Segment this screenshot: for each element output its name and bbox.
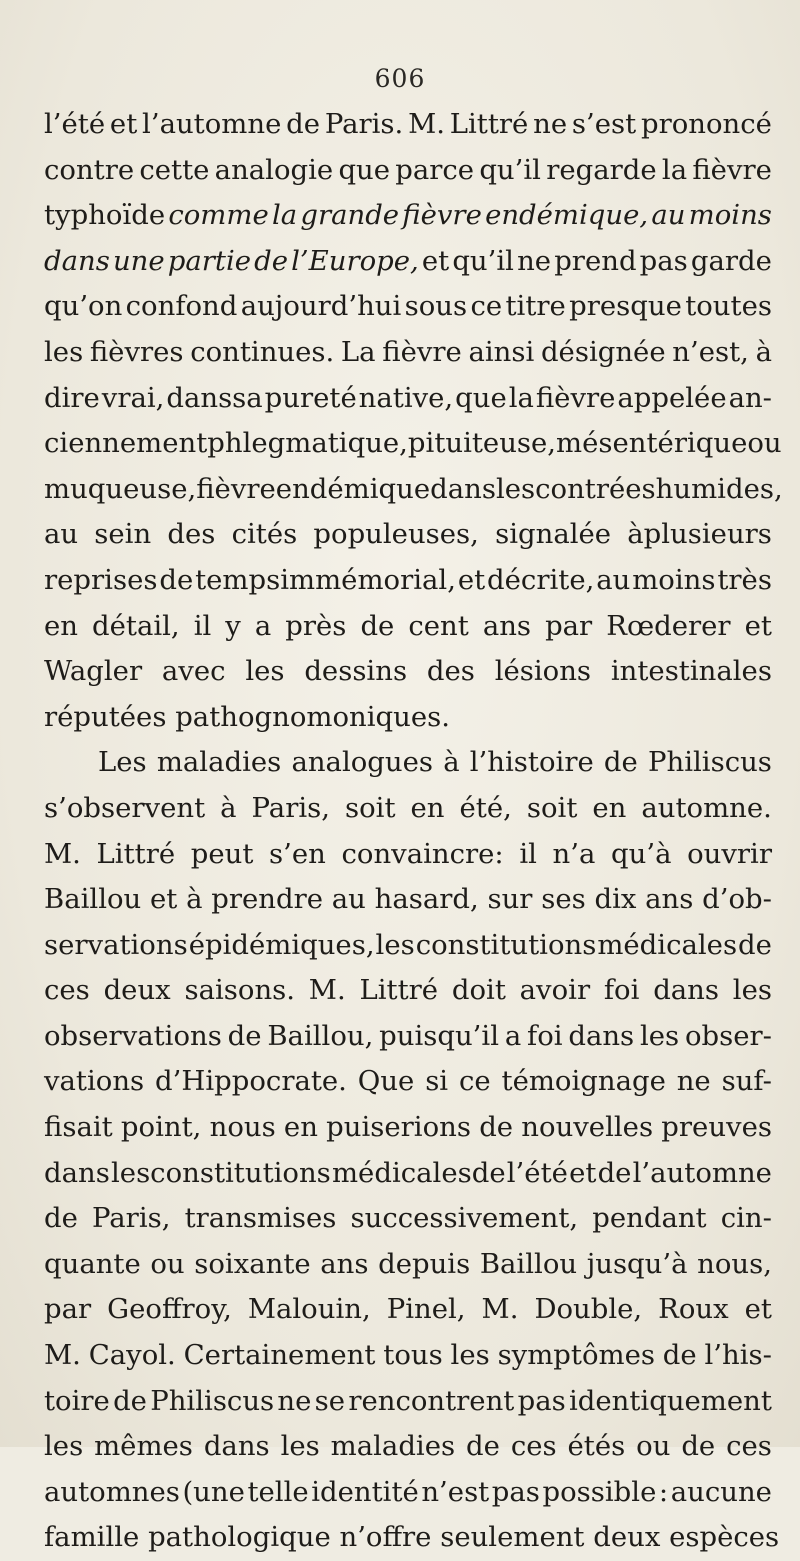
word: contrées xyxy=(535,472,656,505)
word: près xyxy=(285,609,347,642)
word: a xyxy=(504,1019,522,1052)
word: les xyxy=(495,472,536,505)
word: ces xyxy=(44,974,90,1007)
word: ou xyxy=(636,1430,671,1463)
word: observations xyxy=(44,1019,222,1052)
word: Paris, xyxy=(92,1202,171,1235)
word: n’offre xyxy=(339,1521,432,1554)
word: muqueuse, xyxy=(44,472,197,505)
word: il xyxy=(519,837,537,870)
word: ans xyxy=(482,609,532,642)
word: les xyxy=(732,974,772,1007)
word: s’observent xyxy=(44,791,206,824)
text-line xyxy=(44,786,772,832)
word: fièvre xyxy=(196,472,276,505)
word: Littré xyxy=(96,837,176,870)
word: endémique, xyxy=(485,199,649,232)
word: a xyxy=(254,609,272,642)
word: des xyxy=(426,655,475,688)
word: en xyxy=(44,609,78,642)
word: ouvrir xyxy=(687,837,772,870)
word: Double, xyxy=(534,1293,643,1326)
word: à xyxy=(443,746,460,779)
word: sur xyxy=(487,883,533,916)
word: aujourd’hui xyxy=(240,290,402,323)
word: M. xyxy=(408,108,445,140)
page-number: 606 xyxy=(374,64,426,93)
word: mêmes xyxy=(94,1430,193,1463)
word: fièvre xyxy=(692,153,772,186)
word: fièvre xyxy=(402,199,482,232)
word: épidémiques, xyxy=(188,928,375,961)
word: (une xyxy=(182,1475,245,1508)
word: et xyxy=(109,108,138,140)
text-line xyxy=(44,877,772,923)
word: si xyxy=(425,1065,449,1098)
text-line xyxy=(44,1424,772,1470)
word: les xyxy=(44,335,84,368)
word: seulement xyxy=(440,1521,585,1554)
word: comme xyxy=(168,199,269,232)
word: prendre xyxy=(211,883,324,916)
word: en xyxy=(283,1111,318,1144)
word: dans xyxy=(44,1156,110,1189)
word: fièvre xyxy=(382,335,462,368)
word: cette xyxy=(139,153,210,186)
word: tempsimmémorial, xyxy=(195,563,456,596)
word: obser- xyxy=(684,1019,772,1052)
word: à xyxy=(186,883,203,916)
word: vations xyxy=(44,1065,145,1098)
word: transmises xyxy=(184,1202,337,1235)
word: M. xyxy=(44,1339,81,1372)
word: tous xyxy=(383,1339,443,1372)
word: avec xyxy=(161,655,226,688)
word: cent xyxy=(408,609,469,642)
word: ou xyxy=(747,427,782,460)
word: ce xyxy=(458,1065,491,1098)
word: native, xyxy=(358,381,454,414)
word: fisait xyxy=(44,1111,113,1144)
text-line xyxy=(44,1379,772,1425)
text-line xyxy=(44,740,772,786)
word: et xyxy=(744,609,772,642)
word: cités xyxy=(231,518,298,551)
word: les xyxy=(375,928,415,961)
word: constitutions xyxy=(415,928,597,961)
text-line xyxy=(44,148,772,194)
word: rencontrent xyxy=(348,1384,515,1417)
word: l’automne xyxy=(632,1156,772,1189)
word: les xyxy=(245,655,285,688)
text-line xyxy=(44,1470,772,1516)
word: soit xyxy=(345,791,396,824)
word: Les xyxy=(98,746,147,779)
word: Que xyxy=(357,1065,415,1098)
word: symptômes xyxy=(497,1339,655,1372)
word: des xyxy=(167,518,216,551)
text-line xyxy=(44,968,772,1014)
text-line xyxy=(44,1105,772,1151)
word: humides, xyxy=(655,472,783,505)
word: Philiscus xyxy=(150,1384,275,1417)
word: mésentérique xyxy=(556,427,748,460)
word: d’Hippocrate. xyxy=(155,1065,347,1098)
word: la xyxy=(271,199,298,232)
word: que xyxy=(338,153,391,186)
word: regarde xyxy=(546,153,657,186)
word: pituiteuse, xyxy=(407,427,557,460)
word: étés xyxy=(567,1430,626,1463)
word: prononcé xyxy=(640,108,772,140)
word: de xyxy=(113,1384,147,1417)
word: au xyxy=(651,199,686,232)
word: médicales xyxy=(597,928,738,961)
word: de xyxy=(159,563,194,596)
body-text xyxy=(44,102,783,1561)
word: moins xyxy=(632,563,716,596)
word: ces xyxy=(510,1430,557,1463)
word: l’histoire xyxy=(469,746,594,779)
word: an- xyxy=(728,381,772,414)
text-line xyxy=(44,1287,772,1333)
word: contre xyxy=(44,153,135,186)
word: soixante xyxy=(194,1247,311,1280)
word: appelée xyxy=(617,381,727,414)
word: cin- xyxy=(720,1202,772,1235)
word: toire xyxy=(44,1384,110,1417)
word: M. xyxy=(308,974,346,1007)
word: de xyxy=(360,609,395,642)
word: nous, xyxy=(697,1247,772,1280)
word: qu’on xyxy=(44,290,123,323)
word: analogues xyxy=(291,746,434,779)
word: pas xyxy=(491,1475,540,1508)
text-line xyxy=(44,558,772,604)
word: Wagler xyxy=(44,655,143,688)
word: ses xyxy=(541,883,586,916)
text-line xyxy=(44,1059,772,1105)
word: ces xyxy=(726,1430,772,1463)
word: dix xyxy=(594,883,637,916)
word: Roux xyxy=(658,1293,729,1326)
text-line xyxy=(44,239,772,285)
word: dire xyxy=(44,381,100,414)
word: pathognomoniques. xyxy=(175,700,450,733)
word: deux xyxy=(593,1521,661,1554)
text-line xyxy=(44,467,783,513)
word: danssa xyxy=(166,381,263,414)
word: doit xyxy=(451,974,506,1007)
word: analogie xyxy=(214,153,334,186)
text-line xyxy=(44,695,772,741)
text-line xyxy=(44,1333,772,1379)
word: toutes xyxy=(685,290,772,323)
word: moins xyxy=(688,199,772,232)
word: en xyxy=(592,791,627,824)
word: M. xyxy=(481,1293,519,1326)
word: àplusieurs xyxy=(627,518,772,551)
word: les xyxy=(450,1339,490,1372)
word: soit xyxy=(526,791,578,824)
word: la xyxy=(661,153,688,186)
word: au xyxy=(44,518,79,551)
word: prend xyxy=(554,244,637,277)
word: servations xyxy=(44,928,188,961)
word: pendant xyxy=(592,1202,707,1235)
word: saisons. xyxy=(184,974,296,1007)
word: Littré xyxy=(359,974,439,1007)
word: à xyxy=(220,791,237,824)
word: par xyxy=(545,609,593,642)
word: Paris. xyxy=(324,108,404,140)
word: l’été xyxy=(44,108,106,140)
word: foi xyxy=(603,974,640,1007)
word: vrai, xyxy=(101,381,165,414)
word: presque xyxy=(569,290,682,323)
word: de xyxy=(662,1339,697,1372)
word: les xyxy=(280,1430,320,1463)
word: lésions xyxy=(494,655,592,688)
word: été, xyxy=(459,791,512,824)
word: au xyxy=(596,563,631,596)
word: confond xyxy=(125,290,238,323)
word: au xyxy=(331,883,366,916)
word: n’est, xyxy=(672,335,749,368)
word: automnes xyxy=(44,1475,180,1508)
word: dans xyxy=(568,1019,635,1052)
word: et xyxy=(150,883,178,916)
text-line xyxy=(44,1242,772,1288)
word: de xyxy=(603,746,638,779)
word: titre xyxy=(505,290,566,323)
word: puisqu’il xyxy=(379,1019,500,1052)
word: médicalesde xyxy=(331,1156,506,1189)
word: populeuses, xyxy=(313,518,479,551)
word: détail, xyxy=(92,609,180,642)
word: peut xyxy=(190,837,254,870)
word: La xyxy=(340,335,376,368)
word: avoir xyxy=(519,974,591,1007)
word: Philiscus xyxy=(647,746,772,779)
word: jusqu’à xyxy=(586,1247,688,1280)
word: grande xyxy=(300,199,400,232)
text-line xyxy=(44,512,772,558)
word: l’his- xyxy=(704,1339,772,1372)
word: qu’il xyxy=(452,244,514,277)
word: il xyxy=(193,609,212,642)
word: pas xyxy=(517,1384,566,1417)
word: endémique xyxy=(275,472,431,505)
word: et xyxy=(457,563,486,596)
word: quante xyxy=(44,1247,141,1280)
text-line xyxy=(44,330,772,376)
word: de xyxy=(738,928,772,961)
word: dans xyxy=(653,974,720,1007)
word: identiquement xyxy=(568,1384,772,1417)
word: Certainement xyxy=(183,1339,376,1372)
word: réputées xyxy=(44,700,167,733)
word: y xyxy=(225,609,241,642)
word: l’automne xyxy=(142,108,282,140)
text-line xyxy=(44,832,772,878)
word: sein xyxy=(94,518,152,551)
word: successivement, xyxy=(350,1202,579,1235)
word: en xyxy=(410,791,445,824)
word: hasard, xyxy=(374,883,479,916)
word: typhoïde xyxy=(44,199,166,232)
word: de xyxy=(597,1156,632,1189)
word: pureté xyxy=(264,381,357,414)
word: telle xyxy=(247,1475,309,1508)
word: n’a xyxy=(552,837,596,870)
word: partie xyxy=(167,244,252,277)
word: preuves xyxy=(661,1111,772,1144)
word: deux xyxy=(103,974,171,1007)
text-line xyxy=(44,421,782,467)
text-line xyxy=(44,1151,772,1197)
word: la xyxy=(508,381,534,414)
word: qu’il xyxy=(479,153,541,186)
word: M. xyxy=(44,837,81,870)
word: de xyxy=(466,1430,500,1463)
word: Littré xyxy=(449,108,529,140)
word: dans xyxy=(44,244,110,277)
word: à xyxy=(755,335,772,368)
word: parce xyxy=(395,153,475,186)
word: une xyxy=(112,244,165,277)
word: convaincre: xyxy=(341,837,504,870)
word: depuis xyxy=(378,1247,471,1280)
word: s’en xyxy=(269,837,326,870)
word: ce xyxy=(470,290,503,323)
word: ne xyxy=(517,244,552,277)
word: ans xyxy=(645,883,694,916)
word: maladies xyxy=(156,746,282,779)
word: intestinales xyxy=(610,655,772,688)
word: Geoffroy, xyxy=(107,1293,232,1326)
word: nous xyxy=(209,1111,276,1144)
word: fièvre xyxy=(535,381,616,414)
word: Baillou, xyxy=(267,1019,374,1052)
text-line xyxy=(44,604,772,650)
word: automne. xyxy=(641,791,772,824)
word: ainsi xyxy=(468,335,535,368)
word: et xyxy=(744,1293,772,1326)
word: lesconstitutions xyxy=(111,1156,331,1189)
word: reprises xyxy=(44,563,158,596)
word: fièvres xyxy=(89,335,184,368)
word: et xyxy=(569,1156,597,1189)
word: qu’à xyxy=(611,837,672,870)
word: identité xyxy=(311,1475,419,1508)
word: point, xyxy=(120,1111,202,1144)
word: les xyxy=(44,1430,84,1463)
word: Rœderer xyxy=(606,609,731,642)
word: phlegmatique, xyxy=(207,427,408,460)
word: maladies xyxy=(330,1430,456,1463)
text-line xyxy=(44,376,772,422)
word: ciennement xyxy=(44,427,208,460)
word: nouvelles xyxy=(521,1111,654,1144)
word: de xyxy=(681,1430,716,1463)
word: dans xyxy=(430,472,496,505)
word: de xyxy=(479,1111,514,1144)
word: et xyxy=(421,244,450,277)
word: Malouin, xyxy=(247,1293,371,1326)
word: pas xyxy=(639,244,688,277)
text-line xyxy=(44,193,772,239)
text-line xyxy=(44,649,772,695)
word: aucune xyxy=(670,1475,772,1508)
word: Paris, xyxy=(251,791,330,824)
word: espèces xyxy=(669,1521,780,1554)
word: famille xyxy=(44,1521,140,1554)
word: que xyxy=(455,381,507,414)
word: puiserions xyxy=(326,1111,471,1144)
word: se xyxy=(314,1384,346,1417)
word: garde xyxy=(690,244,772,277)
word: ans xyxy=(320,1247,369,1280)
word: sous xyxy=(404,290,468,323)
word: témoignage xyxy=(501,1065,666,1098)
word: désignée xyxy=(540,335,666,368)
word: suf- xyxy=(721,1065,772,1098)
word: dans xyxy=(203,1430,270,1463)
word: ne xyxy=(676,1065,711,1098)
word: d’ob- xyxy=(702,883,772,916)
word: n’est xyxy=(421,1475,490,1508)
word: décrite, xyxy=(487,563,595,596)
text-line xyxy=(44,102,772,148)
word: de xyxy=(286,108,321,140)
word: par xyxy=(44,1293,92,1326)
text-line xyxy=(44,284,772,330)
word: signalée xyxy=(495,518,612,551)
word: de xyxy=(227,1019,262,1052)
text-line xyxy=(44,1196,772,1242)
word: les xyxy=(639,1019,680,1052)
text-line xyxy=(44,1515,780,1561)
word: continues. xyxy=(190,335,335,368)
word: foi xyxy=(527,1019,563,1052)
word: dessins xyxy=(304,655,408,688)
word: ou xyxy=(150,1247,185,1280)
word: de xyxy=(44,1202,78,1235)
word: l’été xyxy=(506,1156,568,1189)
text-line xyxy=(44,923,772,969)
word: l’Europe, xyxy=(291,244,419,277)
word: ne xyxy=(533,108,568,140)
word: Baillou xyxy=(44,883,142,916)
word: pathologique xyxy=(148,1521,331,1554)
word: Cayol. xyxy=(88,1339,176,1372)
word: s’est xyxy=(571,108,637,140)
word: : xyxy=(658,1475,669,1508)
word: très xyxy=(717,563,772,596)
word: de xyxy=(254,244,289,277)
word: ne xyxy=(277,1384,312,1417)
word: Baillou xyxy=(479,1247,578,1280)
text-line xyxy=(44,1014,772,1060)
word: possible xyxy=(542,1475,657,1508)
word: Pinel, xyxy=(386,1293,466,1326)
